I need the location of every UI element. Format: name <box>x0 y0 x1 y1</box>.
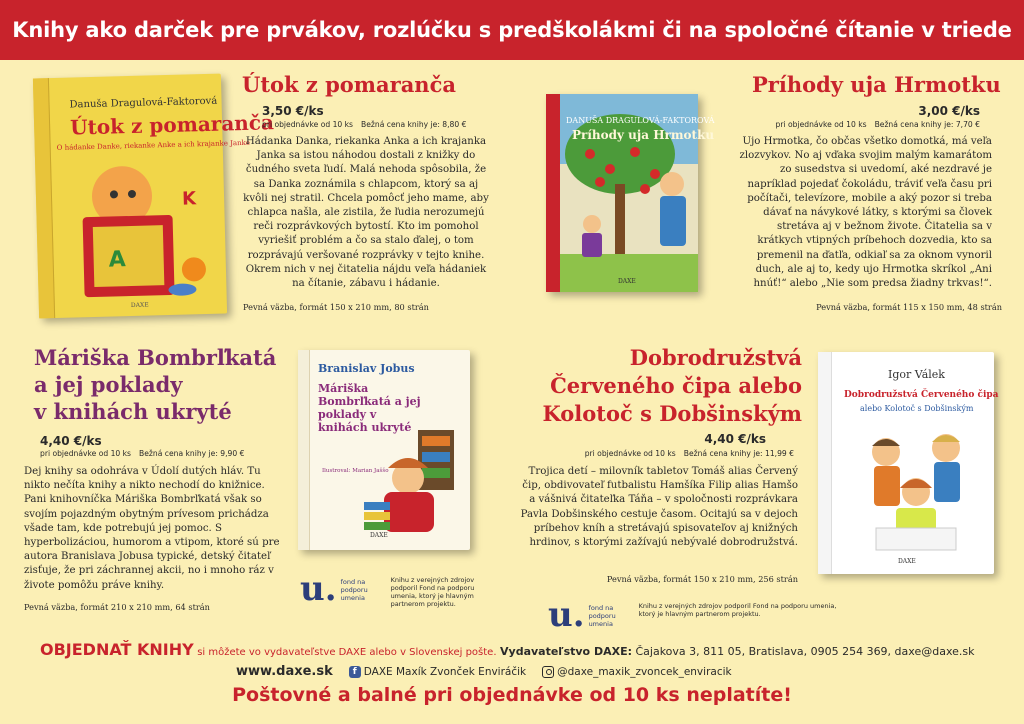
fund-note: Knihu z verejných zdrojov podporil Fond na podporu umenia, ktorý je hlavným partnerom projektu. <box>638 602 837 618</box>
cover-illustrator: Ilustroval: Marian Jaššo <box>322 468 389 474</box>
book-cover-utok-z-pomaranca <box>33 74 275 319</box>
book-title <box>34 344 276 425</box>
book-title-line: v knihách ukryté <box>34 399 232 424</box>
book-description: Trojica detí – milovník tabletov Tomáš alias Červený čip, obdivovateľ futbalistu Hamšíka Filip alias Hamšo a vášnivá čitateľka Táňa – v spoločnosti rozprávkara Pavla Dobšinského cestuje časom. Ocitajú sa v dejoch príbehov kníh a stretávajú spisovateľov aj knižných hrdinov, s ktorými zažívajú nebývalé dobrodružstvá. <box>520 466 798 549</box>
book-price: 3,00 €/ks <box>918 104 980 118</box>
cover-publisher: DAXE <box>130 301 149 310</box>
book-title-line: Máriška Bombrľkatá <box>34 345 277 370</box>
fund-logo <box>548 595 839 635</box>
cover-subtitle: O hádanke Danke, riekanke Anke a ich krajanke Janke <box>56 138 251 152</box>
book-description: Ujo Hrmotka, čo občas všetko domotká, má veľa zlozvykov. No aj vďaka svojim malým kamarátom zo susedstva si uvedomí, aké nezdravé je napríklad pojedať čokoládu, tráviť veľa času pri počítači, televízore, mobile a aký pozor si treba dávať na návykové látky, s ktorými sa človek stretáva aj v bežnom živote. Čitatelia sa v krátkych vtipných príbehoch dozvedia, kto sa premenil na ďatľa, odkiaľ sa za oknom vynoril duch, ale aj to, kedy ujo Hrmotka skríkol „Ani hnúť!“ alebo „Nie som predsa žiadny trkvas!“. <box>739 136 992 290</box>
book-spine <box>818 352 832 574</box>
instagram-link[interactable]: @daxe_maxik_zvoncek_enviracik <box>557 665 732 678</box>
order-note: pri objednávke od 10 ks <box>584 449 676 458</box>
book-title-line: a jej poklady <box>34 372 183 397</box>
order-note: pri objednávke od 10 ks <box>40 449 132 458</box>
book-spine <box>298 350 310 550</box>
book-cover-dobrodruzstva-cerveneho-cipa <box>818 352 999 574</box>
order-text: si môžete vo vydavateľstve DAXE alebo v Slovenskej pošte. <box>197 647 497 658</box>
cover-author: DANUŠA DRAGULOVÁ-FAKTOROVÁ <box>566 116 715 125</box>
book-description: Hádanka Danka, riekanka Anka a ich krajanka Janka sa istou náhodou dostali z knižky do čudného sveta ľudí. Malá nehoda spôsobila, že sa Danka zoznámila s chlapcom, ktorý sa aj kvôli nej stratil. Chcela pomôcť jeho mame, aby chlapca našla, ale zistila, že ľudia nerozumejú reči rozprávkových bytostí. Kto im pomohol vyriešiť problém a čo sa stalo ďalej, o tom rozprávajú veršované rozprávky v tejto knihe. Okrem nich v nej čitatelia nájdu veľa hádaniek na čítanie, zábavu i hádanie. <box>243 136 489 290</box>
book-title: Útok z pomaranča <box>242 72 456 97</box>
contact-row <box>236 664 732 679</box>
publisher-label: Vydavateľstvo DAXE: <box>500 645 632 658</box>
cover-subtitle: alebo Kolotoč s Dobšinským <box>860 404 974 413</box>
cover-publisher: DAXE <box>370 532 388 539</box>
svg-text:A: A <box>108 247 127 273</box>
cover-title: Dobrodružstvá Červeného čipa <box>844 390 999 400</box>
facebook-icon: f <box>349 666 361 678</box>
cover-illustration <box>836 422 994 554</box>
cover-title: Príhody uja Hrmotku <box>572 128 715 142</box>
price-note <box>585 449 794 458</box>
free-shipping-note: Poštovné a balné pri objednávke od 10 ks neplatíte! <box>232 684 792 706</box>
publisher-address: Čajakova 3, 811 05, Bratislava, 0905 254 369, daxe@daxe.sk <box>635 645 975 658</box>
cover-author: Branislav Jobus <box>318 362 415 375</box>
book-title <box>543 344 803 428</box>
book-description: Dej knihy sa odohráva v Údolí dutých hláv. Tu nikto nečíta knihy a nikto nechodí do knižnice. Pani knihovníčka Máriška Bombrľkatá však so svojím pojazdným obytným prívesom prichádza všade tam, kde potrebujú jej pomoc. S hyperbolizáciou, humorom a vtipom, ktoré sú pre autora Branislava Jobusa typické, detský čitateľ zisťuje, že pri záchrannej akcii, no i mnoho ráz v živote pomôžu práve knihy. <box>24 466 280 591</box>
fund-name: fond na podporu umenia <box>340 578 368 602</box>
retail-price: Bežná cena knihy je: 9,90 € <box>139 449 245 458</box>
fund-name: fond na podporu umenia <box>588 604 616 628</box>
retail-price: Bežná cena knihy je: 11,99 € <box>683 449 794 458</box>
price-note <box>262 120 466 129</box>
retail-price: Bežná cena knihy je: 7,70 € <box>874 120 980 129</box>
banner-headline: Knihy ako darček pre prvákov, rozlúčku s predškolákmi či na spoločné čítanie v triede <box>0 0 1024 60</box>
cover-author: Danuša Dragulová-Faktorová <box>69 95 218 111</box>
cover-illustration <box>358 428 468 532</box>
fund-logo <box>300 569 495 609</box>
price-note <box>40 449 244 458</box>
price-note <box>776 120 980 129</box>
cover-author: Igor Válek <box>888 368 945 381</box>
book-title-line: Kolotoč s Dobšinským <box>542 401 802 426</box>
fund-logo-icon: u. <box>300 569 337 609</box>
cover-illustration <box>51 154 227 304</box>
book-spine <box>546 94 560 292</box>
book-cover-mariska-bombrlkata <box>298 350 470 550</box>
svg-text:K: K <box>181 188 197 210</box>
book-format: Pevná väzba, formát 210 x 210 mm, 64 strán <box>24 602 210 612</box>
book-format: Pevná väzba, formát 150 x 210 mm, 80 strán <box>243 302 429 312</box>
book-title-line: Dobrodružstvá <box>629 345 802 370</box>
order-label: OBJEDNAŤ KNIHY <box>40 640 194 659</box>
book-price: 4,40 €/ks <box>40 434 102 448</box>
order-row <box>40 640 974 659</box>
book-price: 3,50 €/ks <box>262 104 324 118</box>
instagram-icon <box>542 666 554 678</box>
book-title: Príhody uja Hrmotku <box>752 72 1001 97</box>
fund-logo-icon: u. <box>548 595 585 635</box>
cover-title: Máriška Bombrľkatá a jej poklady v knihách ukryté <box>318 382 421 434</box>
cover-title: Útok z pomaranča <box>69 110 275 140</box>
book-format: Pevná väzba, formát 115 x 150 mm, 48 strán <box>816 302 1002 312</box>
order-note: pri objednávke od 10 ks <box>262 120 354 129</box>
website-link[interactable]: www.daxe.sk <box>236 664 333 679</box>
order-note: pri objednávke od 10 ks <box>775 120 867 129</box>
book-title-line: Červeného čipa alebo <box>550 373 802 398</box>
fund-note: Knihu z verejných zdrojov podporil Fond na podporu umenia, ktorý je hlavným partnerom projektu. <box>390 576 475 608</box>
cover-publisher: DAXE <box>898 558 916 565</box>
retail-price: Bežná cena knihy je: 8,80 € <box>361 120 467 129</box>
book-price: 4,40 €/ks <box>704 432 766 446</box>
cover-publisher: DAXE <box>618 278 636 285</box>
book-cover-prihody-uja-hrmotku <box>546 94 715 292</box>
facebook-link[interactable]: DAXE Maxík Zvonček Enviráčik <box>363 665 527 678</box>
book-format: Pevná väzba, formát 150 x 210 mm, 256 strán <box>606 574 798 584</box>
